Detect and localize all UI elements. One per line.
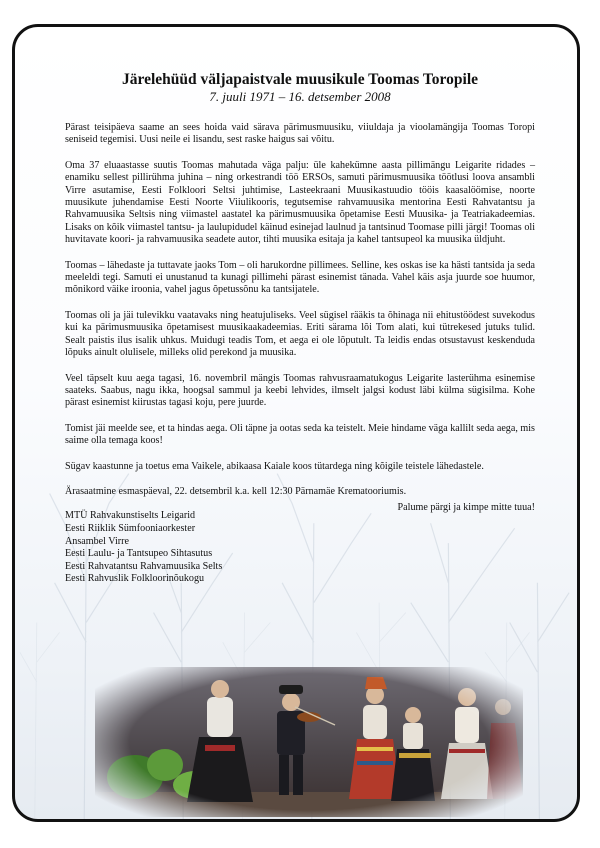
closing-note-row <box>65 502 535 516</box>
signer: Eesti Riiklik Sümfooniaorkester <box>65 522 196 534</box>
signer: Eesti Rahvuslik Folkloorinõukogu <box>65 573 205 585</box>
signer: Ansambel Virre <box>65 535 129 547</box>
folk-performance-photo <box>95 667 523 817</box>
signer: MTÜ Rahvakunstiselts Leigarid <box>65 510 196 522</box>
life-dates: 7. juuli 1971 – 16. detsember 2008 <box>209 89 391 104</box>
paragraph-valued-time: Tomist jäi meelde see, et ta hindas aega. Oli täpne ja ootas seda ka teistelt. Meie hindame väga kallilt seda aega, mis saime olla temaga koos! <box>65 422 535 447</box>
signer: Eesti Rahvatantsu Rahvamuusika Selts <box>65 560 223 572</box>
paragraph-outlook: Toomas oli ja jäi tulevikku vaatavaks ning heatujuliseks. Veel sügisel rääkis ta õhinaga nii ehitustöödest suvekodus kui ka pärimusmuusika õpetamisest muusikaakadeemias. Eriti särama lõi Tom alati, kui tütrekesed jutuks tulid. Sealt paistis ilus isalik uhkus. Muidugi teadis Tom, et aega ei ole lõputult. Ta leidis endas otsustavust keskenduda lõpuks ainult olulisele, milleks olid perekond ja muusika. <box>65 309 535 359</box>
paragraph-last-performance: Veel täpselt kuu aega tagasi, 16. novembril mängis Toomas rahvusraamatukogus Leigarite lasterühma esinemise saateks. Saabus, nagu ikka, hoogsal sammul ja keebi lehvides, ilmselt jalgsi kodust läbi külma sügisilma. Kohe pärast esinemist kiirustas tagasi koju, pere juurde. <box>65 372 535 409</box>
obituary-title: Järelehüüd väljapaistvale muusikule Toomas Toropile <box>121 71 478 88</box>
page-frame <box>12 24 580 822</box>
paragraph-condolences: Sügav kaastunne ja toetus ema Vaikele, abikaasa Kaiale koos tütardega ning kõigile teistele lähedastele. <box>65 460 484 472</box>
paragraph-musician: Toomas – lähedaste ja tuttavate jaoks Tom – oli harukordne pillimees. Selline, kes oskas ise ka hästi tantsida ja seda meeleldi tegi. Samuti ei unustanud ta kunagi pillimehi pärast esinemist tänada. Vahel käis asja juurde soe huumor, mõnikord väike iroonia, vahel jagus õpetussõnu ka tantsijatele. <box>65 259 535 296</box>
paragraph-career: Oma 37 eluaastasse suutis Toomas mahutada väga palju: üle kahekümne aasta pillimängu Leigarite ridades – enamiku sellest pillirühma juhina – ning orkestrandi töö ERSOs, samuti pärimusmuusika töötlusi loova ansambli Virre asutamise, Eesti Folkloori Seltsi juhtimise, Lasteekraani Muusikastuudio tööis kaasalöömise, noorte muusikute juhendamise Eesti Noorte Viiulikooris, tegutsemise rahvamuusika mentorina Eesti Rahvatantsu ja Rahvamuusika Seltsis ning viimastel aastatel ka pärimusmuusika õpetamise Eesti Muusika- ja Teatriakadeemias. Lisaks on kõik viimastel tantsu- ja laulupidudel käinud esinejad laulnud ja tantsinud Toomase pilli järgi! Toomas oli huvitavate koori- ja rahvamuusika seadete autor, tihti muusika esitaja ja kahel tantsupeol ka muusika üldjuht. <box>65 159 535 246</box>
closing-note: Palume pärgi ja kimpe mitte tuua! <box>397 502 535 514</box>
paragraph-funeral: Ärasaatmine esmaspäeval, 22. detsembril k.a. kell 12:30 Pärnamäe Krematooriumis. <box>65 485 407 497</box>
obituary-content <box>65 71 535 586</box>
signer: Eesti Laulu- ja Tantsupeo Sihtasutus <box>65 548 213 560</box>
signers-list <box>65 510 535 586</box>
paragraph-intro: Pärast teisipäeva saame an sees hoida vaid särava pärimusmuusiku, viiuldaja ja vioolamängija Toomas Toropi seniseid tegemisi. Uusi neile ei lisandu, sest raske haigus sai võitu. <box>65 122 535 146</box>
